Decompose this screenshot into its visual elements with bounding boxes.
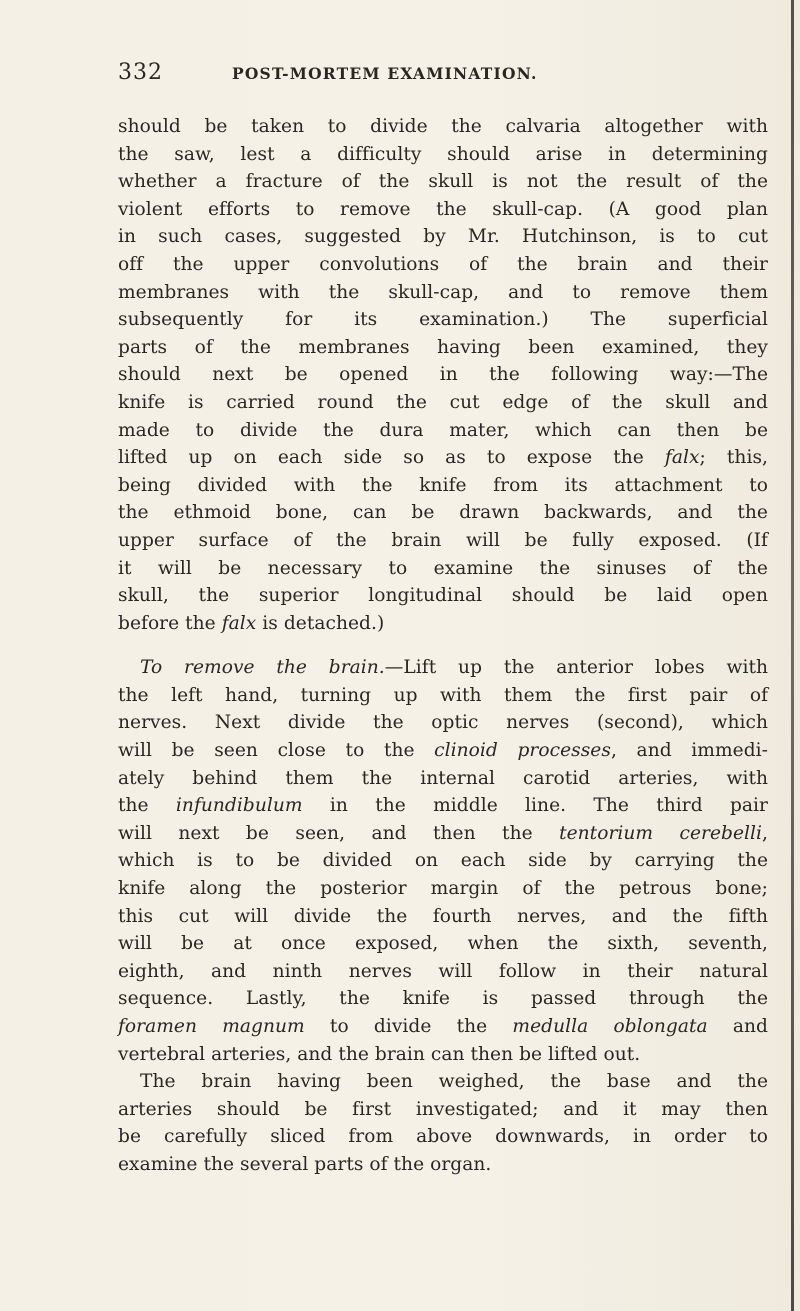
text-segment: whether a fracture of the skull is not the result of the — [118, 171, 768, 193]
text-segment: sequence. Lastly, the knife is passed through the — [118, 988, 768, 1010]
text-line — [118, 499, 768, 527]
text-segment: arteries should be first investigated; and it may then — [118, 1098, 768, 1120]
running-title: POST-MORTEM EXAMINATION. — [232, 64, 538, 83]
text-line — [118, 737, 768, 765]
text-segment: skull, the superior longitudinal should be laid open — [118, 585, 768, 607]
italic-term: falx — [221, 612, 257, 634]
text-line — [118, 903, 768, 931]
text-segment: is detached.) — [256, 612, 385, 634]
page-edge-shadow — [791, 0, 794, 1311]
text-segment: examine the several parts of the organ. — [118, 1153, 492, 1175]
paragraph — [118, 654, 768, 1068]
text-line — [118, 682, 768, 710]
text-segment: should next be opened in the following way:—The — [118, 364, 768, 386]
text-segment: parts of the membranes having been examined, they — [118, 336, 768, 358]
text-segment: the saw, lest a difficulty should arise in determining — [118, 143, 768, 165]
text-line — [118, 1123, 768, 1151]
paragraph — [118, 1068, 768, 1178]
text-segment: membranes with the skull-cap, and to remove them — [118, 281, 768, 303]
text-line — [118, 141, 768, 169]
text-line — [118, 985, 768, 1013]
text-segment: upper surface of the brain will be fully exposed. (If — [118, 529, 768, 551]
page-number: 332 — [118, 60, 163, 85]
text-line — [118, 1041, 768, 1069]
text-line — [118, 820, 768, 848]
text-segment: subsequently for its examination.) The superficial — [118, 309, 768, 331]
body-text — [118, 113, 768, 1179]
text-line — [118, 444, 768, 472]
text-segment: , — [762, 822, 768, 844]
italic-term: falx — [664, 447, 700, 469]
text-line — [118, 279, 768, 307]
text-segment: in such cases, suggested by Mr. Hutchinson, is to cut — [118, 226, 768, 248]
text-line — [118, 1096, 768, 1124]
italic-term: clinoid processes — [434, 740, 611, 762]
text-segment: ately behind them the internal carotid arteries, with — [118, 767, 768, 789]
text-line — [118, 306, 768, 334]
text-line — [118, 847, 768, 875]
text-line — [118, 582, 768, 610]
text-line — [118, 555, 768, 583]
text-segment: to divide the — [304, 1016, 513, 1037]
text-segment: —Lift up the anterior lobes with — [384, 657, 768, 679]
text-segment: should be taken to divide the calvaria altogether with — [118, 116, 768, 137]
text-segment: , and immedi- — [610, 740, 768, 762]
text-line — [118, 610, 768, 638]
text-line — [118, 654, 768, 682]
text-line — [118, 196, 768, 224]
text-line — [118, 1068, 768, 1096]
text-line — [118, 334, 768, 362]
text-segment: violent efforts to remove the skull-cap. (A good plan — [118, 198, 768, 220]
text-line — [118, 930, 768, 958]
paragraph — [118, 113, 768, 637]
text-segment: and — [707, 1016, 769, 1037]
text-line — [118, 875, 768, 903]
text-segment: made to divide the dura mater, which can then be — [118, 419, 768, 441]
text-line — [118, 223, 768, 251]
text-segment: before the — [118, 612, 222, 634]
page-header — [118, 60, 758, 90]
text-line — [118, 1013, 768, 1041]
text-line — [118, 113, 768, 141]
text-segment: knife is carried round the cut edge of the skull and — [118, 391, 768, 413]
text-line — [118, 1151, 768, 1179]
italic-term: medulla oblongata — [512, 1016, 708, 1037]
text-segment: will next be seen, and then the — [118, 822, 560, 844]
text-line — [118, 361, 768, 389]
text-line — [118, 527, 768, 555]
text-segment: ; this, — [699, 447, 768, 469]
text-line — [118, 389, 768, 417]
text-line — [118, 958, 768, 986]
text-line — [118, 417, 768, 445]
text-segment: which is to be divided on each side by carrying the — [118, 850, 768, 872]
text-line — [118, 792, 768, 820]
text-segment: eighth, and ninth nerves will follow in their natural — [118, 960, 768, 982]
text-segment: this cut will divide the fourth nerves, and the fifth — [118, 905, 768, 927]
text-segment: being divided with the knife from its attachment to — [118, 474, 768, 496]
text-segment: the — [118, 795, 176, 817]
text-segment: be carefully sliced from above downwards, in order to — [118, 1126, 768, 1148]
text-segment: the left hand, turning up with them the first pair of — [118, 684, 768, 706]
text-segment: will be seen close to the — [118, 740, 435, 762]
text-line — [118, 472, 768, 500]
italic-term: infundibulum — [175, 795, 303, 817]
italic-term: foramen magnum — [118, 1016, 305, 1037]
text-segment: in the middle line. The third pair — [302, 795, 768, 817]
text-segment: knife along the posterior margin of the petrous bone; — [118, 878, 768, 900]
text-segment: vertebral arteries, and the brain can then be lifted out. — [118, 1043, 641, 1065]
text-line — [118, 251, 768, 279]
text-segment: the ethmoid bone, can be drawn backwards, and the — [118, 502, 768, 524]
italic-term: tentorium cerebelli — [559, 822, 763, 844]
paragraph-gap — [118, 637, 768, 654]
text-segment: nerves. Next divide the optic nerves (second), which — [118, 712, 768, 734]
text-line — [118, 709, 768, 737]
text-line — [118, 168, 768, 196]
text-segment: The brain having been weighed, the base and the — [140, 1071, 768, 1093]
italic-term: To remove the brain. — [140, 657, 385, 679]
text-segment: off the upper convolutions of the brain and their — [118, 253, 768, 275]
text-segment: lifted up on each side so as to expose the — [118, 447, 665, 469]
text-segment: will be at once exposed, when the sixth, seventh, — [118, 933, 768, 955]
text-segment: it will be necessary to examine the sinuses of the — [118, 557, 768, 579]
text-line — [118, 765, 768, 793]
